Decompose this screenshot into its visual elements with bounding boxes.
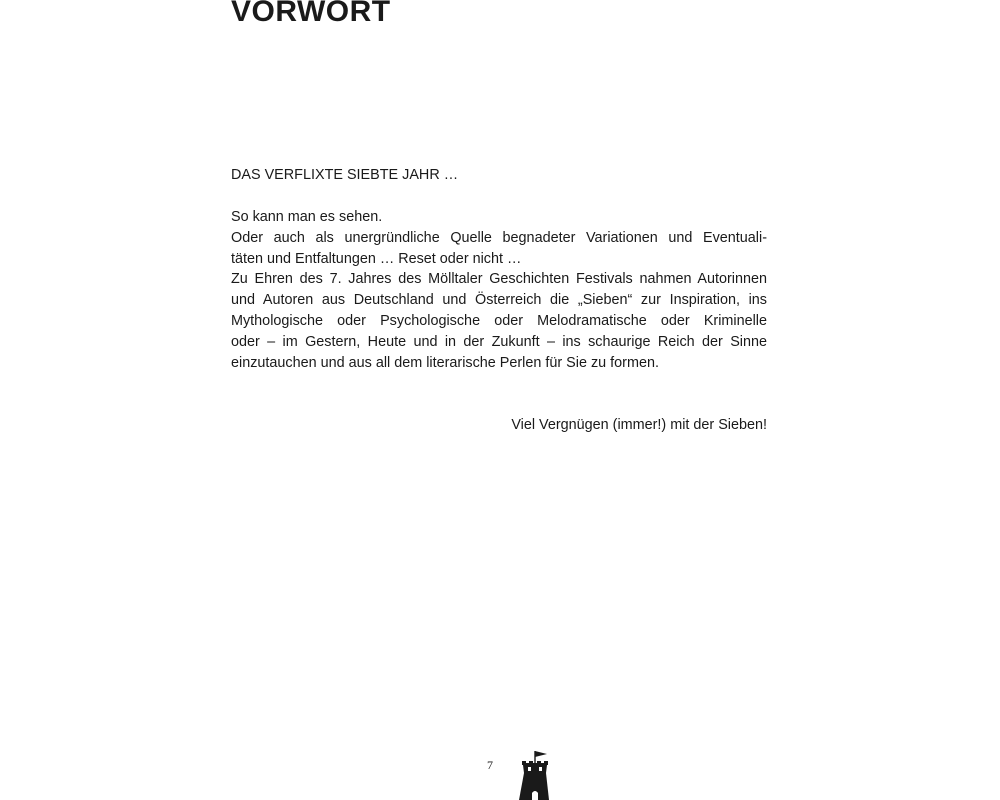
- castle-tower-icon: [514, 749, 554, 800]
- section-heading: [231, 165, 767, 186]
- body-text: [231, 207, 767, 373]
- page-number: 7: [487, 758, 493, 772]
- body-line: und Autoren aus Deutschland und Österreich die „Sieben“ zur Inspiration, ins: [231, 292, 767, 309]
- body-line: Oder auch als unergründliche Quelle begnadeter Variationen und Eventuali-: [231, 229, 767, 246]
- body-line: So kann man es sehen.: [231, 209, 383, 225]
- body-line: Zu Ehren des 7. Jahres des Mölltaler Geschichten Festivals nahmen Autorinnen: [231, 271, 767, 288]
- section-heading-text: DAS VERFLIXTE SIEBTE JAHR …: [231, 167, 459, 183]
- body-line: oder – im Gestern, Heute und in der Zukunft – ins schaurige Reich der Sinne: [231, 333, 767, 350]
- body-line: täten und Entfaltungen … Reset oder nicht …: [231, 250, 522, 267]
- page-title: VORWORT: [231, 0, 391, 28]
- body-line: Mythologische oder Psychologische oder Melodramatische oder Kriminelle: [231, 312, 767, 329]
- body-line: einzutauchen und aus all dem literarische Perlen für Sie zu formen.: [231, 354, 659, 371]
- closing-line: Viel Vergnügen (immer!) mit der Sieben!: [511, 417, 767, 433]
